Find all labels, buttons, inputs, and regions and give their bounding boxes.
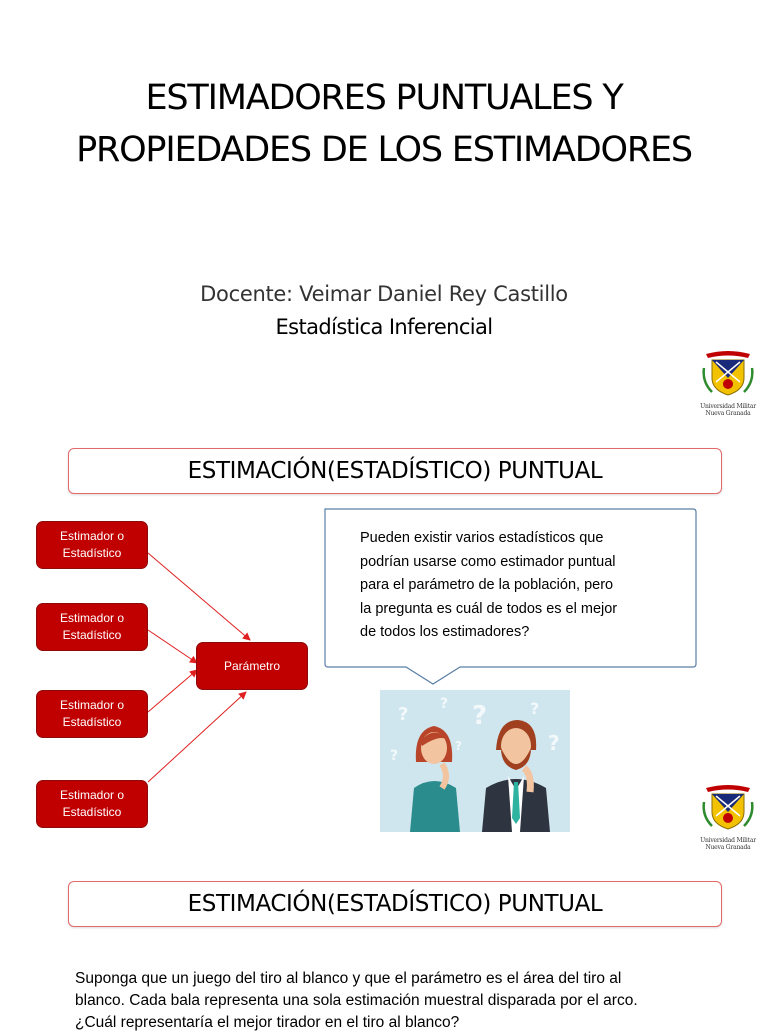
- title-line-2: PROPIEDADES DE LOS ESTIMADORES: [76, 130, 692, 170]
- title-line-1: ESTIMADORES PUNTUALES Y: [145, 78, 623, 118]
- svg-text:?: ?: [472, 701, 488, 731]
- estimator-label: Estimador o: [59, 698, 125, 712]
- thinking-people-illustration: [380, 690, 570, 832]
- callout-line: de todos los estimadores?: [360, 624, 530, 640]
- svg-text:?: ?: [440, 696, 449, 712]
- paragraph-line: ¿Cuál representaría el mejor tirador en el tiro al blanco?: [75, 1014, 460, 1031]
- estimator-label: Estadístico: [62, 805, 122, 819]
- callout-text: [360, 527, 680, 645]
- callout-line: para el parámetro de la población, pero: [360, 577, 614, 593]
- callout-line: Pueden existir varios estadísticos que: [360, 530, 604, 546]
- shield-icon: [700, 782, 756, 832]
- parameter-box: Parámetro: [196, 642, 308, 690]
- svg-text:?: ?: [455, 739, 462, 753]
- arrow-line: [148, 553, 250, 640]
- university-logo: [700, 782, 756, 851]
- estimator-box: [36, 521, 148, 569]
- section-heading: ESTIMACIÓN(ESTADÍSTICO) PUNTUAL: [68, 881, 722, 927]
- arrow-line: [148, 692, 246, 782]
- logo-text-line-1: Universidad Militar: [700, 837, 756, 844]
- svg-text:?: ?: [390, 748, 399, 764]
- estimator-box: [36, 780, 148, 828]
- callout-line: podrían usarse como estimador puntual: [360, 553, 616, 570]
- teacher-name: Docente: Veimar Daniel Rey Castillo: [200, 282, 568, 306]
- section-heading: ESTIMACIÓN(ESTADÍSTICO) PUNTUAL: [68, 448, 722, 494]
- paragraph-line: Suponga que un juego del tiro al blanco y que el parámetro es el área del tiro al: [75, 970, 622, 987]
- paragraph-line: blanco. Cada bala representa una sola estimación muestral disparada por el arco.: [75, 992, 638, 1009]
- logo-text-line-2: Nueva Granada: [705, 410, 751, 417]
- estimator-label: Estimador o: [59, 788, 125, 802]
- estimator-box: [36, 603, 148, 651]
- svg-text:?: ?: [530, 699, 540, 718]
- estimator-box: [36, 690, 148, 738]
- arrow-line: [148, 630, 197, 663]
- estimator-label: Estimador o: [59, 611, 125, 625]
- callout-line: la pregunta es cuál de todos es el mejor: [360, 600, 618, 617]
- estimator-label: Estadístico: [62, 715, 122, 729]
- logo-text-line-2: Nueva Granada: [705, 844, 751, 851]
- bottom-paragraph: [75, 968, 735, 1034]
- estimator-label: Estadístico: [62, 628, 122, 642]
- estimator-label: Estadístico: [62, 546, 122, 560]
- estimator-label: Estimador o: [59, 529, 125, 543]
- logo-text-line-1: Universidad Militar: [700, 403, 756, 410]
- svg-text:?: ?: [548, 731, 560, 755]
- arrow-line: [148, 670, 197, 712]
- svg-text:?: ?: [398, 704, 409, 725]
- course-name: Estadística Inferencial: [275, 315, 493, 339]
